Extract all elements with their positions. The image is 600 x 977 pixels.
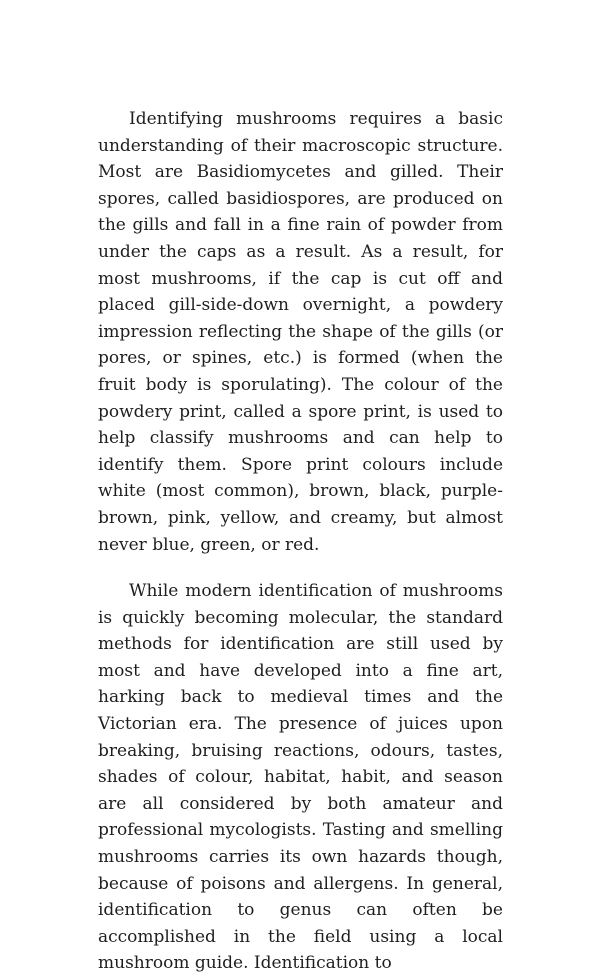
body-text xyxy=(98,106,503,977)
paragraph-identification-methods: While modern identification of mushrooms is quickly becoming molecular, the standard methods for identification are still used by most and have developed into a fine art, harking back to medieval times and the Victorian era. The presence of juices upon breaking, bruising reactions, odours, tastes, shades of colour, habitat, habit, and season are all considered by both amateur and professional mycologists. Tasting and smelling mushrooms carries its own hazards though, because of poisons and allergens. In general, identification to genus can often be accomplished in the field using a local mushroom guide. Identification to xyxy=(98,581,503,974)
paragraph-spore-prints: Identifying mushrooms requires a basic understanding of their macroscopic structure. Most are Basidiomycetes and gilled. Their spores, called basidiospores, are produced on the gills and fall in a fine rain of powder from under the caps as a result. As a result, for most mushrooms, if the cap is cut off and placed gill-side-down overnight, a powdery impression reflecting the shape of the gills (or pores, or spines, etc.) is formed (when the fruit body is sporulating). The colour of the powdery print, called a spore print, is used to help classify mushrooms and can help to identify them. Spore print colours include white (most common), brown, black, purple-brown, pink, yellow, and creamy, but almost never blue, green, or red. xyxy=(98,109,503,555)
